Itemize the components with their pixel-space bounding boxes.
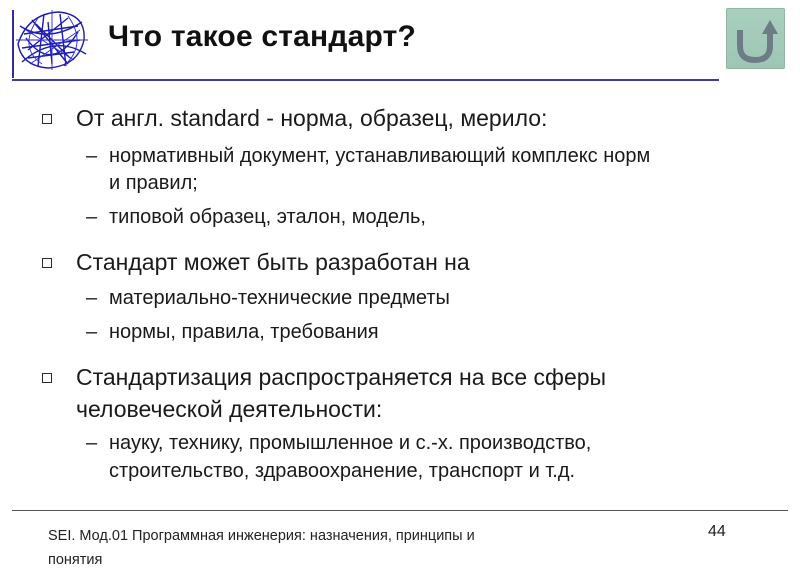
- bullet-2-text: Стандарт может быть разработан на: [76, 249, 470, 275]
- footer-text: [48, 524, 608, 572]
- title-vertical-line: [12, 10, 14, 78]
- return-arrow-icon: [726, 8, 785, 69]
- sub-bullet-marker: –: [86, 321, 98, 343]
- footer-line-2: понятия: [48, 552, 103, 568]
- bullet-marker: [42, 373, 52, 383]
- bullet-marker: [42, 114, 52, 124]
- bullet-1-text: От англ. standard - норма, образец, мерило:: [76, 105, 548, 131]
- sub-bullet-marker: –: [86, 432, 98, 454]
- bullet-marker: [42, 258, 52, 268]
- bullet-1-sub-2: типовой образец, эталон, модель,: [109, 206, 426, 228]
- bullet-2-sub-1: материально-технические предметы: [109, 287, 450, 309]
- bullet-1-sub-1-line-1: нормативный документ, устанавливающий комплекс норм: [109, 145, 651, 167]
- bullet-3-sub-1-line-1: науку, технику, промышленное и с.-х. производство,: [109, 432, 592, 454]
- bullet-3-text-line-2: человеческой деятельности:: [76, 396, 383, 422]
- scribble-globe-logo-icon: [8, 4, 96, 78]
- title-divider: [12, 79, 719, 81]
- page-number: 44: [708, 523, 726, 540]
- page-title: Что такое стандарт?: [108, 20, 417, 53]
- footer-divider: [12, 510, 788, 511]
- sub-bullet-marker: –: [86, 287, 98, 309]
- back-button[interactable]: [726, 8, 785, 69]
- bullet-2-sub-2: нормы, правила, требования: [109, 321, 379, 343]
- bullet-3-sub-1-line-2: строительство, здравоохранение, транспорт и т.д.: [109, 460, 576, 482]
- sub-bullet-marker: –: [86, 145, 98, 167]
- footer-line-1: SEI. Мод.01 Программная инженерия: назначения, принципы и: [48, 528, 475, 544]
- bullet-3-text-line-1: Стандартизация распространяется на все сферы: [76, 364, 607, 390]
- bullet-1-sub-1-line-2: и правил;: [109, 172, 198, 194]
- sub-bullet-marker: –: [86, 206, 98, 228]
